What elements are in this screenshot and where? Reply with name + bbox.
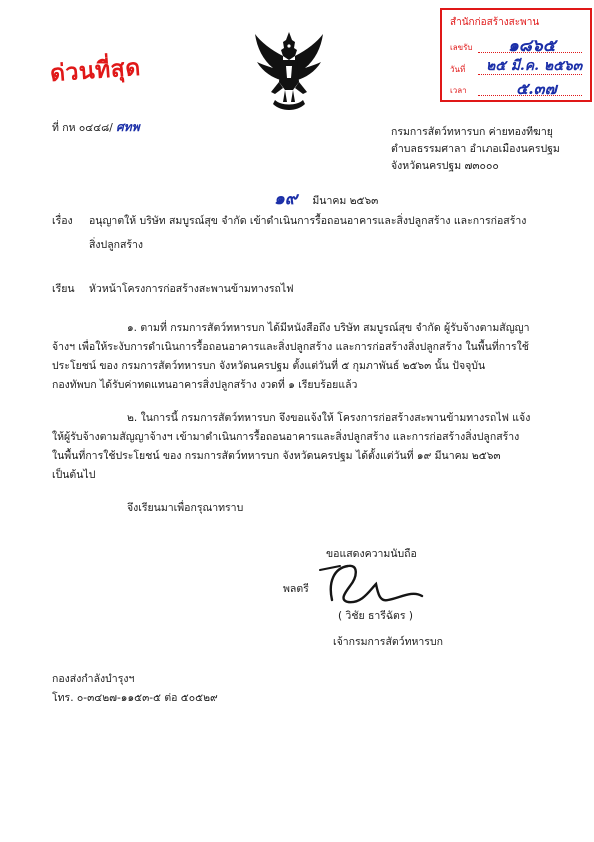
stamp-time-value: ๕.๓๗ [516,79,557,98]
date-month-year: มีนาคม ๒๕๖๓ [312,195,379,207]
regards: ขอแสดงความนับถือ [326,548,417,560]
stamp-date-label: วันที่ [450,65,466,74]
addressee-label: เรียน [52,283,75,295]
paragraph-2-line-1: ๒. ในการนี้ กรมการสัตว์ทหารบก จึงขอแจ้งให้ โครงการก่อสร้างสะพานข้ามทางรถไฟ แจ้ง [127,412,531,424]
reference-prefix: ที่ กห ๐๔๔๘/ [52,122,113,134]
address-line-2: ตำบลธรรมศาลา อำเภอเมืองนครปฐม [391,143,560,155]
phone-number: โทร. ๐-๓๔๒๗-๑๑๕๓-๕ ต่อ ๕๐๕๒๙ [52,692,218,704]
addressee: หัวหน้าโครงการก่อสร้างสะพานข้ามทางรถไฟ [89,283,294,295]
closing-line: จึงเรียนมาเพื่อกรุณาทราบ [127,502,244,514]
signer-name: ( วิชัย ธารีฉัตร ) [338,610,413,622]
reference-handwritten: ศทพ [116,120,140,134]
department: กองส่งกำลังบำรุงฯ [52,673,135,685]
received-stamp [440,8,592,102]
address-line-1: กรมการสัตว์ทหารบก ค่ายทองทีฆายุ [391,126,553,138]
subject-label: เรื่อง [52,215,73,227]
urgency-stamp: ด่วนที่สุด [49,54,142,88]
paragraph-2-line-3: ในพื้นที่การใช้ประโยชน์ ของ กรมการสัตว์ทหารบก จังหวัดนครปฐม ได้ตั้งแต่วันที่ ๑๙ มีนาคม ๒๕๖๓ [52,450,501,462]
stamp-date-value: ๒๕ มี.ค. ๒๕๖๓ [486,58,583,74]
paragraph-1-line-3: ประโยชน์ ของ กรมการสัตว์ทหารบก จังหวัดนครปฐม ตั้งแต่วันที่ ๕ กุมภาพันธ์ ๒๕๖๓ นั้น ปัจจุบัน [52,360,486,372]
subject-line-1: อนุญาตให้ บริษัท สมบูรณ์สุข จำกัด เข้าดำเนินการรื้อถอนอาคารและสิ่งปลูกสร้าง และการก่อสร้าง [89,215,527,227]
stamp-time-label: เวลา [450,86,467,95]
paragraph-1-line-1: ๑. ตามที่ กรมการสัตว์ทหารบก ได้มีหนังสือถึง บริษัท สมบูรณ์สุข จำกัด ผู้รับจ้างตามสัญญา [127,322,530,334]
garuda-emblem-icon [253,30,325,118]
reference-number [52,118,140,137]
stamp-office: สำนักก่อสร้างสะพาน [450,17,540,28]
signer-rank: พลตรี [283,583,309,595]
stamp-number-label: เลขรับ [450,43,473,52]
paragraph-1-line-4: กองทัพบก ได้รับค่าทดแทนอาคารสิ่งปลูกสร้าง งวดที่ ๑ เรียบร้อยแล้ว [52,379,358,391]
signer-title: เจ้ากรมการสัตว์ทหารบก [333,636,443,648]
date-day-handwritten: ๑๙ [274,189,298,209]
sender-address [391,124,560,175]
paragraph-2-line-4: เป็นต้นไป [52,469,96,481]
subject-line-2: สิ่งปลูกสร้าง [89,239,144,251]
paragraph-1-line-2: จ้างฯ เพื่อให้ระงับการดำเนินการรื้อถอนอาคารและสิ่งปลูกสร้าง และการก่อสร้างสิ่งปลูกสร้าง ในพื้นที่การใช้ [52,341,529,353]
address-line-3: จังหวัดนครปฐม ๗๓๐๐๐ [391,160,499,172]
handwritten-signature [318,560,428,610]
stamp-number-value: ๑๘๖๕ [508,36,556,56]
paragraph-2-line-2: ให้ผู้รับจ้างตามสัญญาจ้างฯ เข้ามาดำเนินการรื้อถอนอาคารและสิ่งปลูกสร้าง และการก่อสร้างสิ่งปลูกสร้าง [52,431,520,443]
letter-date [274,185,378,212]
